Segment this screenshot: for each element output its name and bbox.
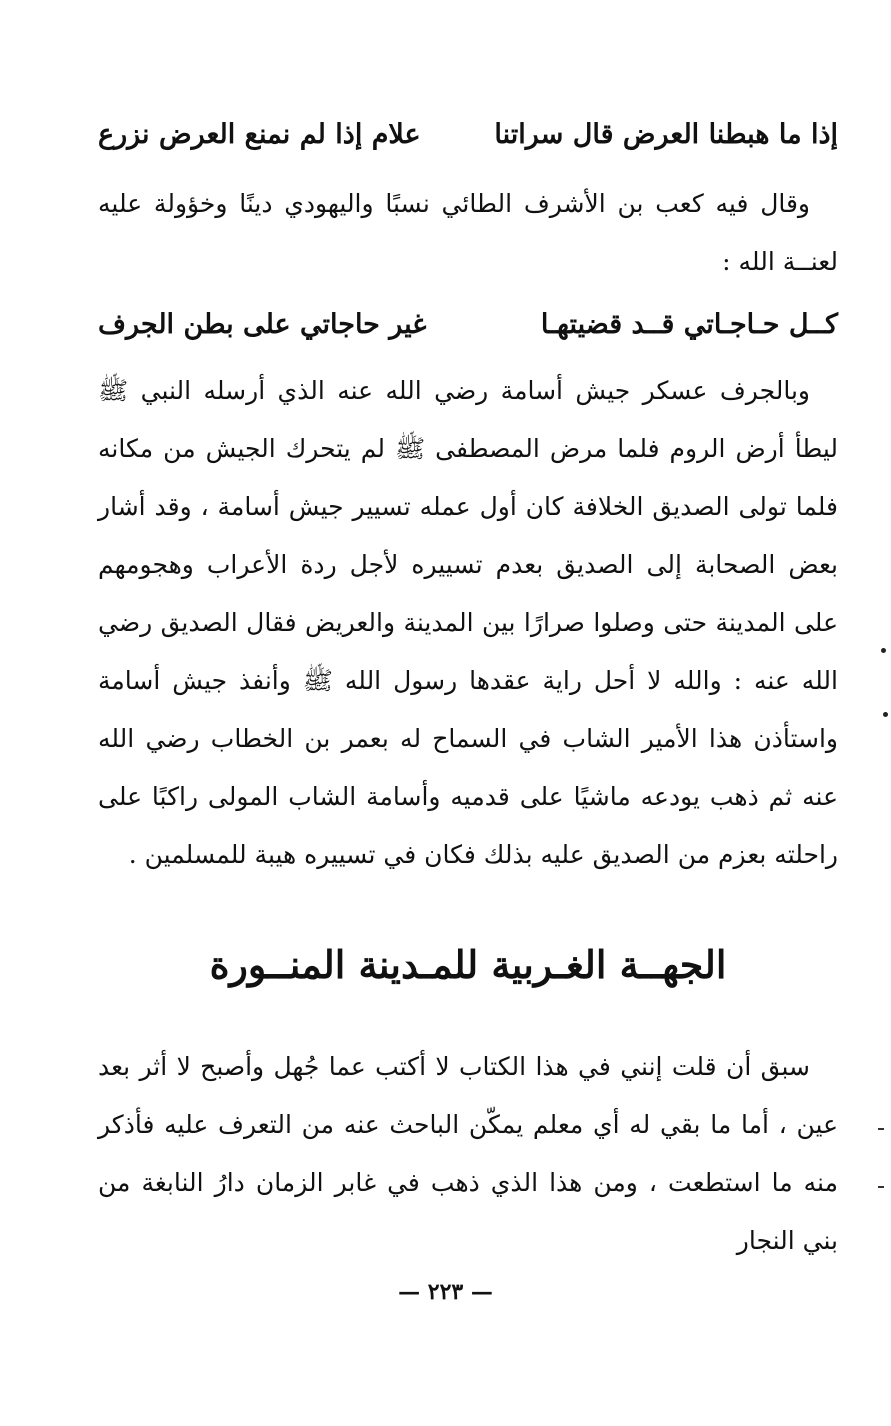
section-paragraph [98,1038,838,1270]
margin-dash-mark [878,1128,884,1130]
section-heading: الجهــة الغـربية للمـدينة المنــورة [209,942,727,987]
page-number: — ٢٢٣ — [398,1279,493,1305]
main-paragraph-text: وبالجرف عسكر جيش أسامة رضي الله عنه الذي أرسله النبي ﷺ ليطأ أرض الروم فلما مرض المصطفى ﷺ لم يتحرك الجيش من مكانه فلما تولى الصديق الخلافة كان أول عمله تسيير جيش أسامة ، وقد أشار بعض الصحابة إلى الصديق بعدم تسييره لأجل ردة الأعراب وهجومهم على المدينة حتى وصلوا صرارًا بين المدينة والعريض فقال الصديق رضي الله عنه : والله لا أحل راية عقدها رسول الله ﷺ وأنفذ جيش أسامة واستأذن هذا الأمير الشاب في السماح له بعمر بن الخطاب رضي الله عنه ثم ذهب يودعه ماشيًا على قدميه وأسامة الشاب المولى راكبًا على راحلته بعزم من الصديق عليه بذلك فكان في تسييره هيبة للمسلمين . [98,376,838,869]
verse-line-2 [98,305,838,345]
verse-1-right-hemistich: إذا ما هبطنا العرض قال سراتنا [494,119,838,150]
verse-1-left-hemistich: علام إذا لم نمنع العرض نزرع [98,119,421,150]
verse-line-1 [98,115,838,155]
margin-dot-mark [881,648,886,653]
margin-dot-mark [883,712,888,717]
intro-paragraph [98,175,838,291]
verse-2-left-hemistich: غير حاجاتي على بطن الجرف [98,309,427,340]
verse-2-right-hemistich: كــل حـاجـاتي قــد قضيتهـا [540,309,838,340]
margin-dash-mark [878,1186,884,1188]
section-paragraph-text: سبق أن قلت إنني في هذا الكتاب لا أكتب عما جُهل وأصبح لا أثر بعد عين ، أما ما بقي له أي معلم يمكّن الباحث عنه من التعرف عليه فأذكر منه ما استطعت ، ومن هذا الذي ذهب في غابر الزمان دارُ النابغة من بني النجار [98,1052,838,1255]
intro-paragraph-text: وقال فيه كعب بن الأشرف الطائي نسبًا واليهودي دينًا وخؤولة عليه لعنــة الله : [98,189,838,276]
main-paragraph [98,362,838,884]
